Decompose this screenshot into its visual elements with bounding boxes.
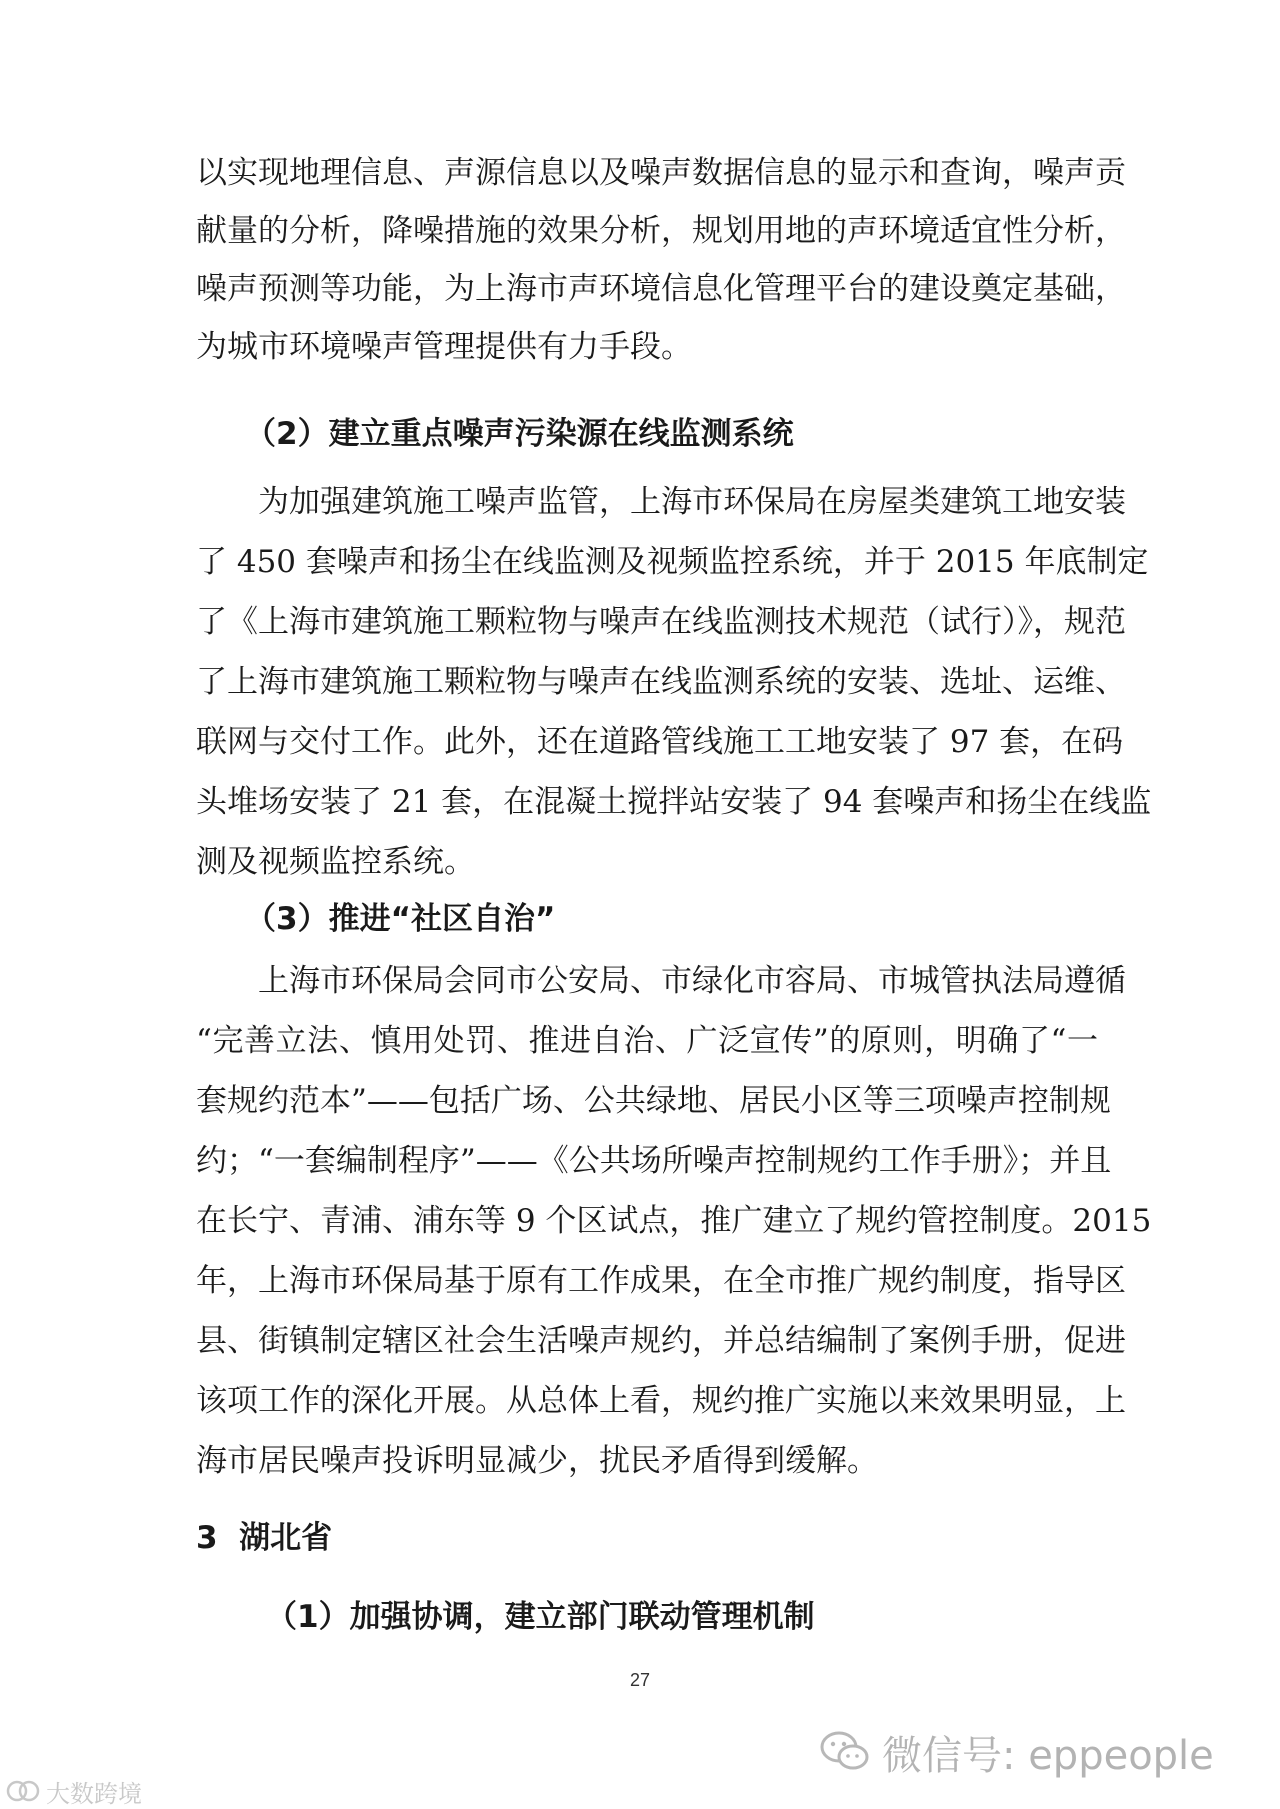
paragraph-line: 噪声预测等功能，为上海市声环境信息化管理平台的建设奠定基础， bbox=[196, 271, 1126, 307]
paragraph-line: 为城市环境噪声管理提供有力手段。 bbox=[196, 329, 692, 365]
site-watermark-text: 大数跨境 bbox=[46, 1779, 142, 1808]
site-watermark bbox=[6, 1776, 142, 1806]
paragraph-line: 套规约范本”——包括广场、公共绿地、居民小区等三项噪声控制规 bbox=[196, 1083, 1111, 1119]
wechat-icon bbox=[820, 1730, 870, 1774]
paragraph-line: 献量的分析，降噪措施的效果分析，规划用地的声环境适宜性分析， bbox=[196, 213, 1126, 249]
subsection-heading: （1）加强协调，建立部门联动管理机制 bbox=[266, 1599, 815, 1635]
paragraph-line: 头堆场安装了 21 套，在混凝土搅拌站安装了 94 套噪声和扬尘在线监 bbox=[196, 784, 1152, 820]
paragraph-line: 在长宁、青浦、浦东等 9 个区试点，推广建立了规约管控制度。2015 bbox=[196, 1203, 1152, 1239]
paragraph-line: 县、街镇制定辖区社会生活噪声规约，并总结编制了案例手册，促进 bbox=[196, 1323, 1126, 1359]
site-logo-icon bbox=[6, 1778, 40, 1804]
paragraph-line: 以实现地理信息、声源信息以及噪声数据信息的显示和查询，噪声贡 bbox=[196, 155, 1126, 191]
paragraph-line: 为加强建筑施工噪声监管，上海市环保局在房屋类建筑工地安装 bbox=[258, 484, 1126, 520]
paragraph-line: 海市居民噪声投诉明显减少，扰民矛盾得到缓解。 bbox=[196, 1443, 878, 1479]
paragraph-line: “完善立法、慎用处罚、推进自治、广泛宣传”的原则，明确了“一 bbox=[196, 1023, 1098, 1059]
subsection-heading: （2）建立重点噪声污染源在线监测系统 bbox=[245, 416, 794, 452]
paragraph-line: 了上海市建筑施工颗粒物与噪声在线监测系统的安装、选址、运维、 bbox=[196, 664, 1126, 700]
wechat-watermark bbox=[820, 1724, 1214, 1780]
paragraph-line: 年，上海市环保局基于原有工作成果，在全市推广规约制度，指导区 bbox=[196, 1263, 1126, 1299]
paragraph-line: 测及视频监控系统。 bbox=[196, 844, 475, 880]
paragraph-line: 该项工作的深化开展。从总体上看，规约推广实施以来效果明显，上 bbox=[196, 1383, 1126, 1419]
paragraph-line: 上海市环保局会同市公安局、市绿化市容局、市城管执法局遵循 bbox=[258, 963, 1126, 999]
paragraph-line: 了《上海市建筑施工颗粒物与噪声在线监测技术规范（试行）》，规范 bbox=[196, 604, 1126, 640]
section-title: 3 湖北省 bbox=[196, 1520, 333, 1556]
paragraph-line: 联网与交付工作。此外，还在道路管线施工工地安装了 97 套，在码 bbox=[196, 724, 1124, 760]
paragraph-line: 约；“一套编制程序”——《公共场所噪声控制规约工作手册》；并且 bbox=[196, 1143, 1112, 1179]
paragraph-line: 了 450 套噪声和扬尘在线监测及视频监控系统，并于 2015 年底制定 bbox=[196, 544, 1149, 580]
wechat-watermark-text: 微信号: eppeople bbox=[882, 1732, 1214, 1779]
subsection-heading: （3）推进“社区自治” bbox=[245, 901, 556, 937]
page-number: 27 bbox=[629, 1670, 651, 1690]
